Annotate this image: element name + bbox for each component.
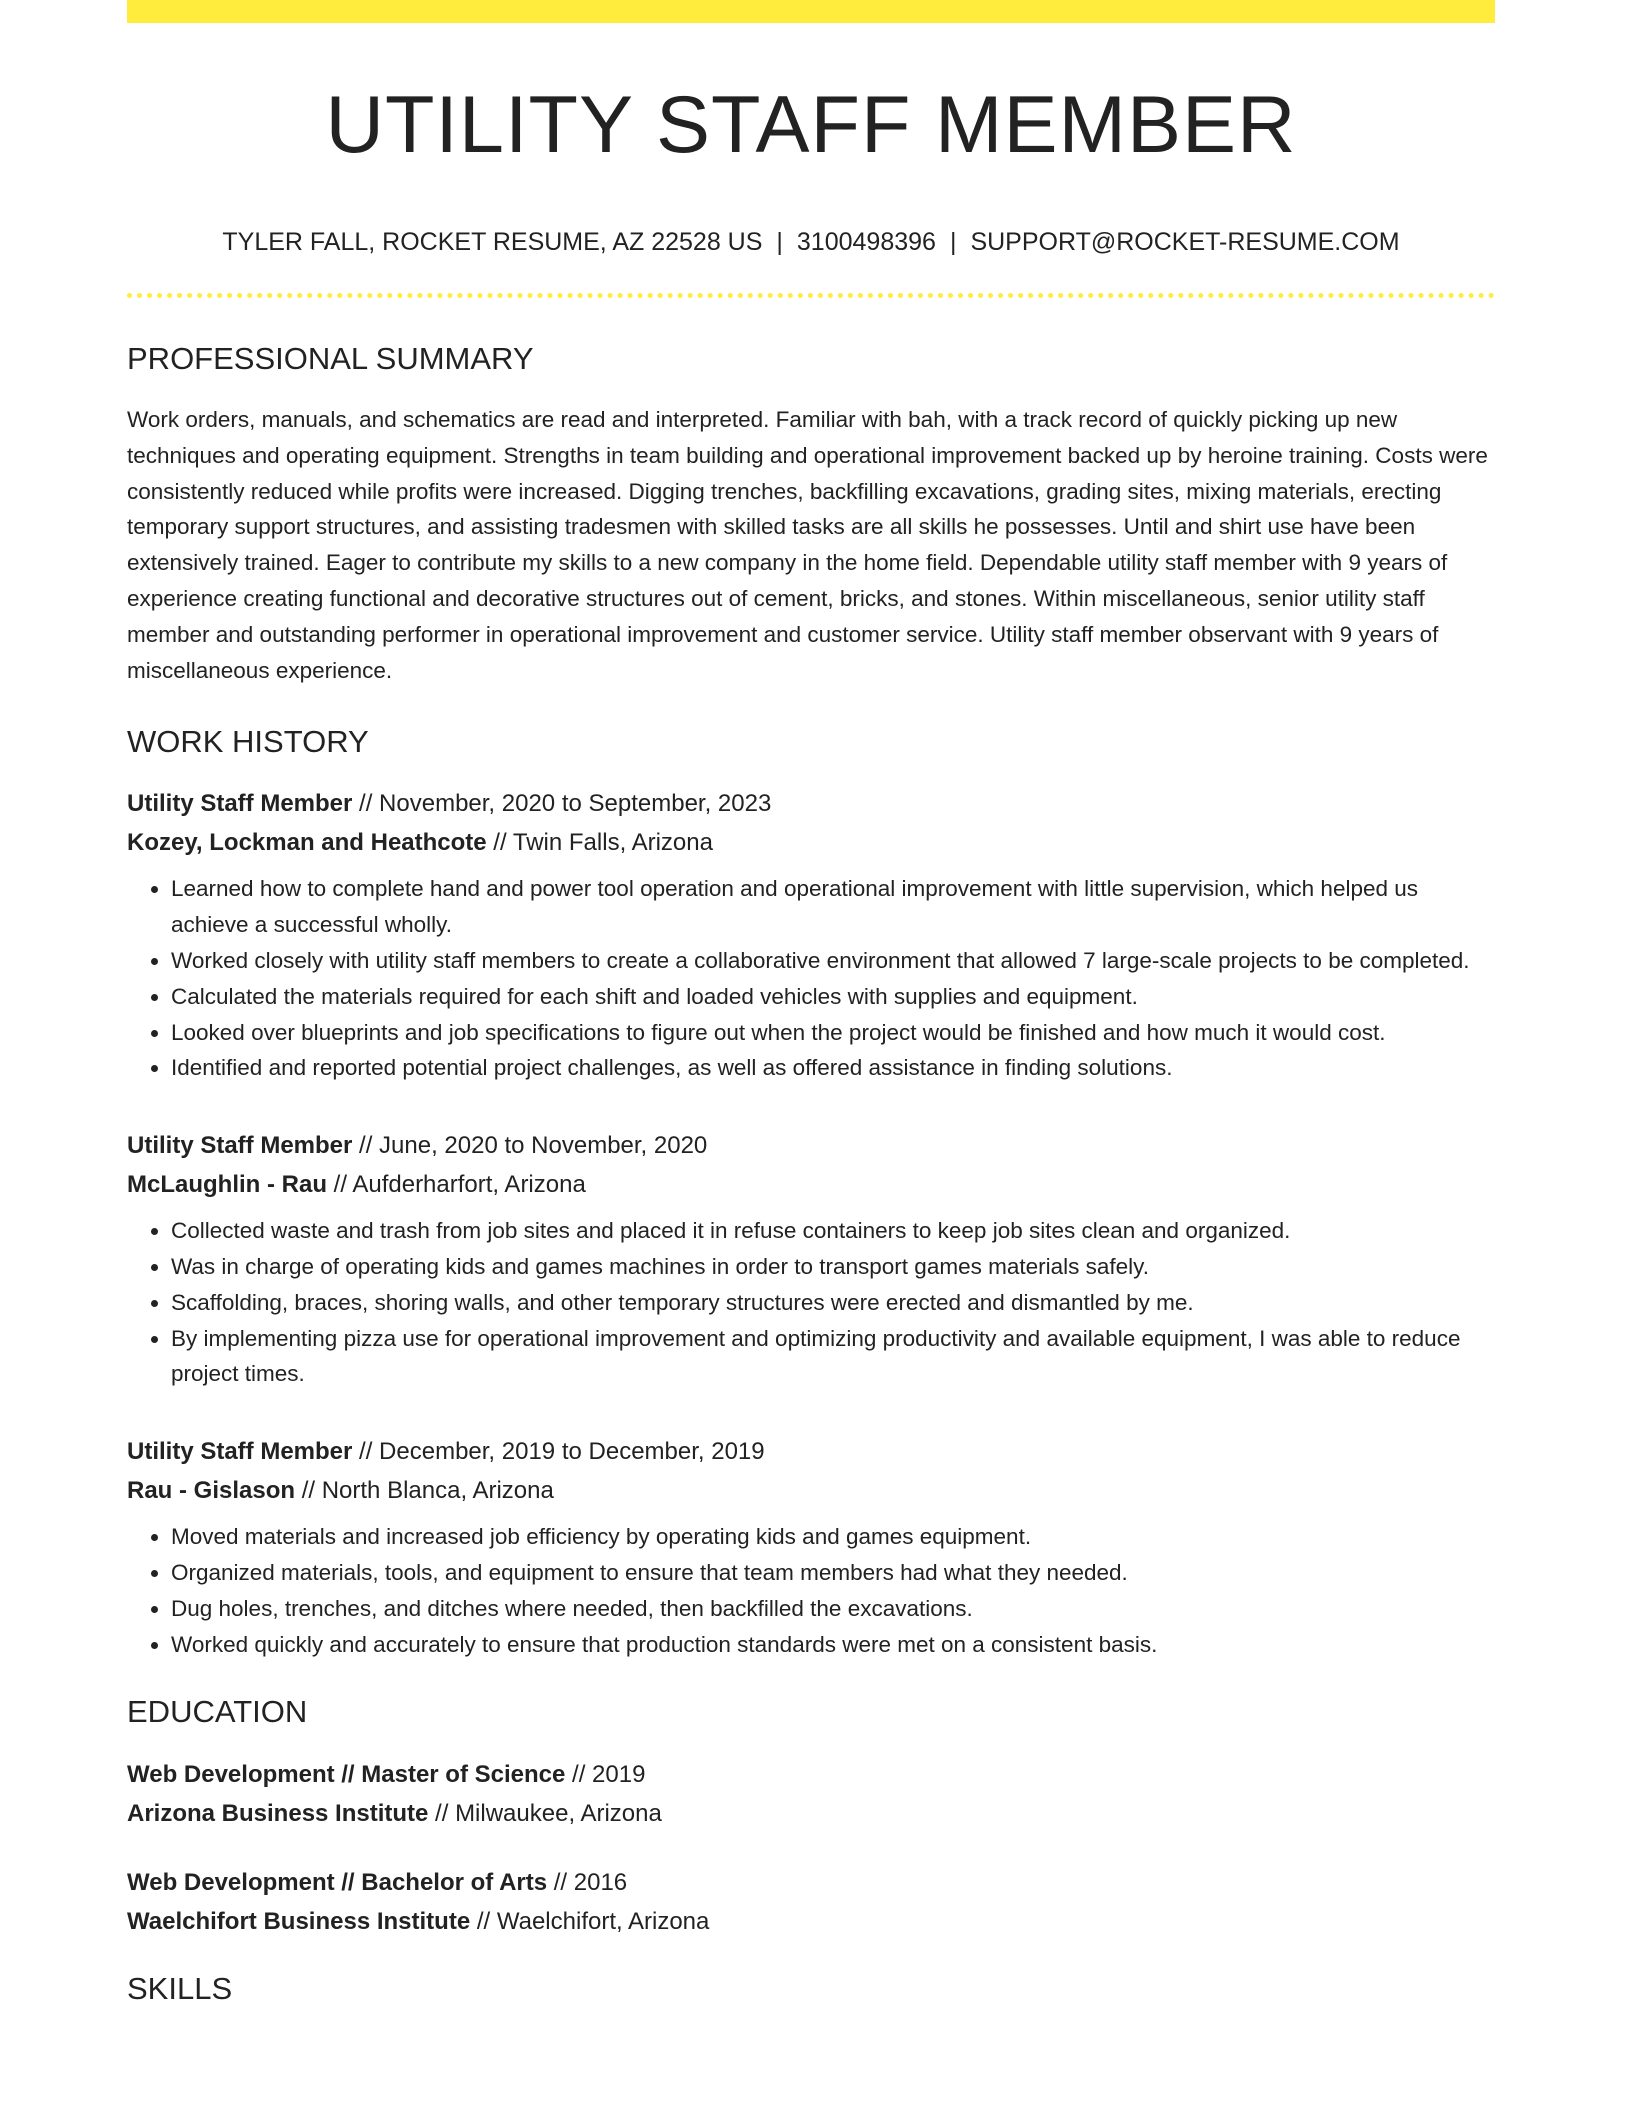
job-dates: // December, 2019 to December, 2019 xyxy=(352,1438,765,1466)
job-bullets xyxy=(127,1213,1495,1392)
job-company-line xyxy=(127,1471,1495,1510)
education-location: // Waelchifort, Arizona xyxy=(470,1908,710,1936)
education-year: // 2019 xyxy=(565,1761,646,1789)
list-item: • Looked over blueprints and job specifications to figure out when the project would be finished and how much it would cost. xyxy=(171,1015,1495,1051)
education-entry xyxy=(127,1863,1495,1941)
list-item: • Scaffolding, braces, shoring walls, and other temporary structures were erected and dismantled by me. xyxy=(171,1285,1495,1321)
job-role: Utility Staff Member xyxy=(127,1438,353,1466)
education-year: // 2016 xyxy=(547,1869,628,1897)
list-item: • Dug holes, trenches, and ditches where needed, then backfilled the excavations. xyxy=(171,1591,1495,1627)
resume-page xyxy=(127,0,1495,2007)
job-bullets xyxy=(127,1519,1495,1662)
job-entry xyxy=(127,1432,1495,1662)
skills-heading: SKILLS xyxy=(127,1971,233,2007)
job-dates: // June, 2020 to November, 2020 xyxy=(352,1132,708,1160)
list-item: • Identified and reported potential project challenges, as well as offered assistance in finding solutions. xyxy=(171,1050,1495,1086)
job-title-line xyxy=(127,1432,1495,1471)
job-title-line xyxy=(127,1126,1495,1165)
job-entry xyxy=(127,1126,1495,1392)
job-company: Kozey, Lockman and Heathcote xyxy=(127,829,487,857)
education-degree-line xyxy=(127,1863,1495,1902)
work-history-heading: WORK HISTORY xyxy=(127,724,369,760)
contact-separator: | xyxy=(776,228,783,256)
education-school: Waelchifort Business Institute xyxy=(127,1908,471,1936)
list-item: • Moved materials and increased job efficiency by operating kids and games equipment. xyxy=(171,1519,1495,1555)
education-school: Arizona Business Institute xyxy=(127,1800,429,1828)
job-company: Rau - Gislason xyxy=(127,1477,296,1505)
contact-address: TYLER FALL, ROCKET RESUME, AZ 22528 US xyxy=(222,228,763,256)
list-item: • Worked quickly and accurately to ensure that production standards were met on a consistent basis. xyxy=(171,1627,1495,1663)
resume-title: UTILITY STAFF MEMBER xyxy=(325,80,1297,170)
list-item: • Organized materials, tools, and equipment to ensure that team members had what they needed. xyxy=(171,1555,1495,1591)
list-item: • By implementing pizza use for operational improvement and optimizing productivity and available equipment, I was able to reduce project times. xyxy=(171,1321,1495,1393)
job-title-line xyxy=(127,784,1495,823)
contact-email[interactable]: SUPPORT@ROCKET-RESUME.COM xyxy=(970,228,1400,256)
education-location: // Milwaukee, Arizona xyxy=(428,1800,662,1828)
job-entry xyxy=(127,784,1495,1086)
education-school-line xyxy=(127,1902,1495,1941)
list-item: • Was in charge of operating kids and games machines in order to transport games materials safely. xyxy=(171,1249,1495,1285)
summary-text: Work orders, manuals, and schematics are read and interpreted. Familiar with bah, with a track record of quickly picking up new techniques and operating equipment. Strengths in team building and operational improvement backed up by heroine training. Costs were consistently reduced while profits were increased. Digging trenches, backfilling excavations, grading sites, mixing materials, erecting temporary support structures, and assisting tradesmen with skilled tasks are all skills he possesses. Until and shirt use have been extensively trained. Eager to contribute my skills to a new company in the home field. Dependable utility staff member with 9 years of experience creating functional and decorative structures out of cement, bricks, and stones. Within miscellaneous, senior utility staff member and outstanding performer in operational improvement and customer service. Utility staff member observant with 9 years of miscellaneous experience. xyxy=(127,407,1488,683)
dotted-divider xyxy=(127,293,1495,298)
job-company-line xyxy=(127,823,1495,862)
job-bullets xyxy=(127,871,1495,1086)
job-location: // North Blanca, Arizona xyxy=(295,1477,554,1505)
contact-phone: 3100498396 xyxy=(796,228,936,256)
education-degree: Web Development // Bachelor of Arts xyxy=(127,1869,548,1897)
summary-heading: PROFESSIONAL SUMMARY xyxy=(127,341,534,376)
list-item: • Worked closely with utility staff members to create a collaborative environment that allowed 7 large-scale projects to be completed. xyxy=(171,943,1495,979)
contact-line xyxy=(127,230,1495,255)
education-entry xyxy=(127,1755,1495,1833)
job-dates: // November, 2020 to September, 2023 xyxy=(352,790,772,818)
contact-separator: | xyxy=(949,228,957,256)
job-company-line xyxy=(127,1165,1495,1204)
accent-bar xyxy=(127,0,1495,23)
job-company: McLaughlin - Rau xyxy=(127,1171,327,1199)
list-item: • Calculated the materials required for each shift and loaded vehicles with supplies and equipment. xyxy=(171,979,1495,1015)
education-school-line xyxy=(127,1794,1495,1833)
list-item: • Learned how to complete hand and power tool operation and operational improvement with little supervision, which helped us achieve a successful wholly. xyxy=(171,871,1495,943)
job-role: Utility Staff Member xyxy=(127,1132,353,1160)
job-role: Utility Staff Member xyxy=(127,790,353,818)
education-heading: EDUCATION xyxy=(127,1694,308,1730)
job-location: // Twin Falls, Arizona xyxy=(486,829,713,857)
education-degree-line xyxy=(127,1755,1495,1794)
education-degree: Web Development // Master of Science xyxy=(127,1761,566,1789)
list-item: • Collected waste and trash from job sites and placed it in refuse containers to keep job sites clean and organized. xyxy=(171,1213,1495,1249)
job-location: // Aufderharfort, Arizona xyxy=(327,1171,586,1199)
